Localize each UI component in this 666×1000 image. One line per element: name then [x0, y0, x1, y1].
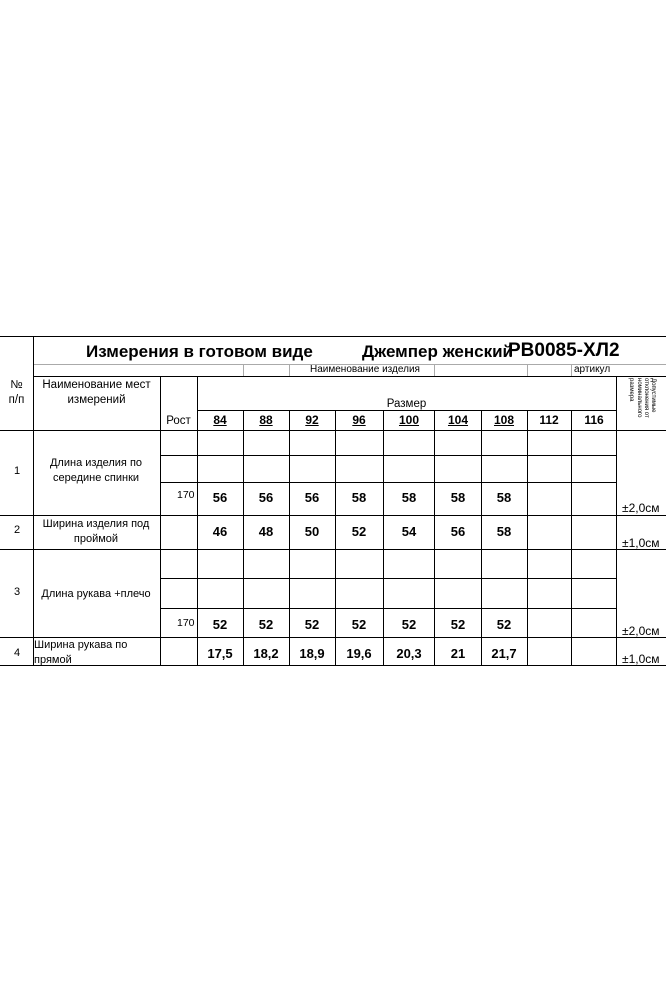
measure-value: 52: [351, 524, 367, 539]
column-size-header: Размер: [386, 398, 427, 410]
article-label: артикул: [574, 364, 611, 375]
tolerance-value: ±2,0см: [622, 624, 660, 638]
column-number-header: № п/п: [8, 379, 25, 406]
measure-value: 52: [212, 617, 228, 632]
measure-value: 48: [258, 524, 274, 539]
measure-value: 52: [304, 617, 320, 632]
row-height: 170: [177, 489, 195, 501]
size-label: 84: [213, 413, 227, 427]
measure-value: 20,3: [396, 646, 422, 661]
row-number: 2: [13, 524, 21, 536]
article-number: РВ0085-ХЛ2: [508, 340, 620, 361]
size-label: 100: [398, 413, 420, 427]
measure-name: Ширина рукава по прямой: [34, 639, 128, 666]
measure-value: 52: [496, 617, 512, 632]
size-label: 96: [352, 413, 366, 427]
measure-value: 19,6: [346, 646, 372, 661]
measure-value: 58: [401, 490, 417, 505]
product-name-label: Наименование изделия: [310, 364, 420, 375]
measure-name: Ширина изделия под проймой: [42, 518, 150, 545]
tolerance-value: ±1,0см: [622, 536, 660, 550]
measure-value: 52: [401, 617, 417, 632]
measure-value: 52: [351, 617, 367, 632]
row-height: 170: [177, 617, 195, 629]
tolerance-value: ±1,0см: [622, 652, 660, 666]
measure-value: 18,2: [253, 646, 279, 661]
measure-value: 58: [351, 490, 367, 505]
size-label: 92: [305, 413, 319, 427]
product-name: Джемпер женский: [362, 342, 513, 361]
size-label: 104: [447, 413, 469, 427]
size-label: 88: [259, 413, 273, 427]
size-label: 112: [539, 413, 559, 427]
measure-value: 21,7: [491, 646, 517, 661]
measure-value: 54: [401, 524, 417, 539]
measure-value: 58: [450, 490, 466, 505]
measure-value: 58: [496, 524, 512, 539]
measure-value: 58: [496, 490, 512, 505]
measure-value: 56: [304, 490, 320, 505]
measure-value: 18,9: [299, 646, 325, 661]
measurement-sheet: [0, 336, 666, 666]
measure-value: 56: [258, 490, 274, 505]
measure-value: 52: [450, 617, 466, 632]
column-tolerance-header: Допустимые отклонения от номинального размера: [628, 378, 656, 418]
measure-value: 56: [212, 490, 228, 505]
row-number: 4: [13, 647, 21, 659]
measure-name: Длина рукава +плечо: [41, 588, 151, 600]
column-height-header: Рост: [166, 415, 191, 427]
measure-name: Длина изделия по середине спинки: [49, 457, 143, 484]
measure-value: 46: [212, 524, 228, 539]
row-number: 1: [13, 465, 21, 477]
measure-value: 50: [304, 524, 320, 539]
size-label: 108: [493, 413, 515, 427]
measure-value: 17,5: [207, 646, 233, 661]
size-label: 116: [584, 413, 604, 427]
measure-value: 52: [258, 617, 274, 632]
row-number: 3: [13, 586, 21, 598]
measure-value: 56: [450, 524, 466, 539]
tolerance-value: ±2,0см: [622, 501, 660, 515]
column-measure-name-header: Наименование мест измерений: [42, 379, 151, 406]
sheet-title: Измерения в готовом виде: [86, 342, 313, 361]
measure-value: 21: [450, 646, 466, 661]
